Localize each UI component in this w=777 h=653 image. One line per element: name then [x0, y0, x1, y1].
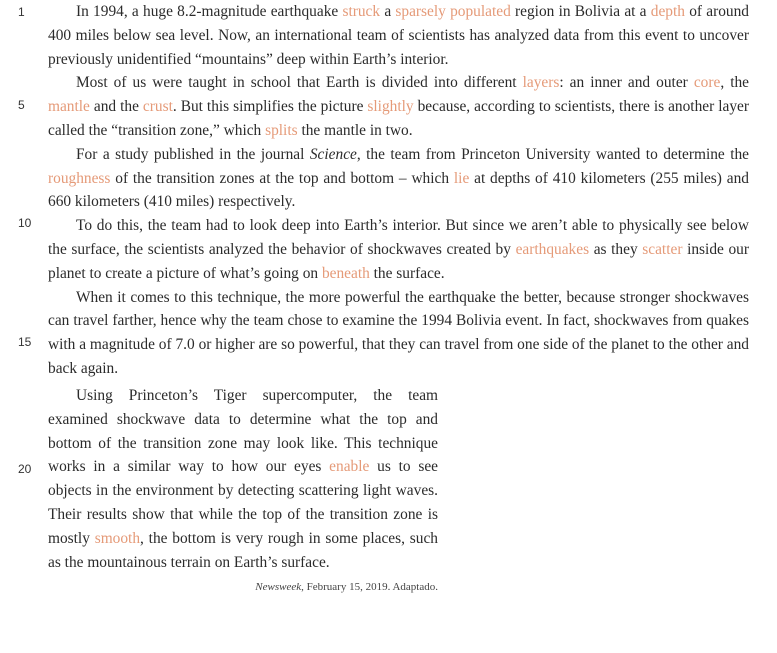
text-run: us to see objects in the environment by detecting scattering light waves. Their results show that while the top of the transition zone is mostly — [48, 458, 438, 547]
text-run: at depths of 410 kilometers (255 miles) and 660 kilometers (410 miles) respectively. — [48, 169, 749, 211]
text-run: a — [380, 3, 396, 20]
source-publication: Newsweek — [255, 581, 302, 593]
line-number-20: 20 — [18, 462, 32, 476]
text-run: . But this simplifies the picture — [172, 98, 368, 116]
text-run: , the bottom is very rough in some places, such as the mountainous terrain on Earth’s surface. — [48, 529, 438, 571]
highlighted-word: sparsely populated — [395, 3, 511, 20]
paragraph — [48, 384, 438, 574]
highlighted-word: layers — [522, 74, 560, 92]
article-body-narrow-column — [48, 384, 438, 574]
text-run: When it comes to this technique, the more powerful the earthquake the better, because stronger shockwaves can travel farther, hence why the team chose to examine the 1994 Bolivia event. In fact, shockwaves from quakes with a magnitude of 7.0 or higher are so powerful, that they can travel from one side of the planet to the other and back again. — [48, 288, 749, 377]
text-run: and the — [89, 98, 143, 116]
text-run: For a study published in the journal — [76, 145, 310, 163]
line-number-1: 1 — [18, 5, 25, 19]
highlighted-word: earthquakes — [515, 240, 590, 258]
highlighted-word: enable — [329, 458, 370, 476]
text-run: the surface. — [369, 264, 445, 282]
highlighted-word: core — [693, 74, 721, 92]
text-run: as they — [589, 240, 643, 258]
line-number-10: 10 — [18, 216, 32, 230]
text-run: region in Bolivia at a — [510, 3, 651, 20]
highlighted-word: beneath — [321, 264, 370, 282]
highlighted-word: scatter — [642, 240, 683, 258]
highlighted-word: struck — [342, 3, 381, 20]
text-run: , the team from Princeton University wanted to determine the — [356, 145, 749, 163]
text-run: , the — [720, 74, 749, 92]
text-run: In 1994, a huge 8.2-magnitude earthquake — [76, 3, 343, 20]
source-date: , February 15, 2019. Adaptado. — [301, 581, 438, 593]
source-citation — [48, 581, 438, 593]
highlighted-word: crust — [142, 98, 173, 116]
text-run: : an inner and outer — [559, 74, 694, 92]
highlighted-word: lie — [453, 169, 470, 187]
line-number-15: 15 — [18, 335, 32, 349]
italic-text: Science — [309, 145, 357, 163]
text-run: Most of us were taught in school that Earth is divided into different — [76, 74, 523, 92]
paragraph — [48, 214, 749, 285]
paragraph — [48, 143, 749, 214]
text-run: inside our planet to create a picture of what’s going on — [48, 240, 749, 282]
text-run: of around 400 miles below sea level. Now, an international team of scientists has analyzed data from this event to uncover previously unidentified “mountains” deep within Earth’s interior. — [48, 3, 749, 68]
line-number-5: 5 — [18, 98, 25, 112]
highlighted-word: smooth — [94, 529, 141, 547]
highlighted-word: splits — [265, 121, 298, 139]
text-run: because, according to scientists, there is another layer called the “transition zone,” which — [48, 98, 749, 139]
highlighted-word: depth — [650, 3, 685, 20]
paragraph — [48, 71, 749, 142]
text-run: To do this, the team had to look deep into Earth’s interior. But since we aren’t able to physically see below the surface, the scientists analyzed the behavior of shockwaves created by — [48, 217, 749, 258]
highlighted-word: mantle — [48, 98, 90, 116]
highlighted-word: roughness — [48, 169, 111, 187]
text-run: Using Princeton’s Tiger supercomputer, the team examined shockwave data to determine what the top and bottom of the transition zone may look like. This technique works in a similar way to how our eyes — [48, 387, 438, 476]
paragraph — [48, 286, 749, 381]
paragraph — [48, 0, 749, 71]
text-run: the mantle in two. — [297, 121, 413, 139]
highlighted-word: slightly — [367, 98, 414, 116]
article-body — [48, 0, 749, 381]
text-run: of the transition zones at the top and bottom – which — [110, 169, 454, 187]
